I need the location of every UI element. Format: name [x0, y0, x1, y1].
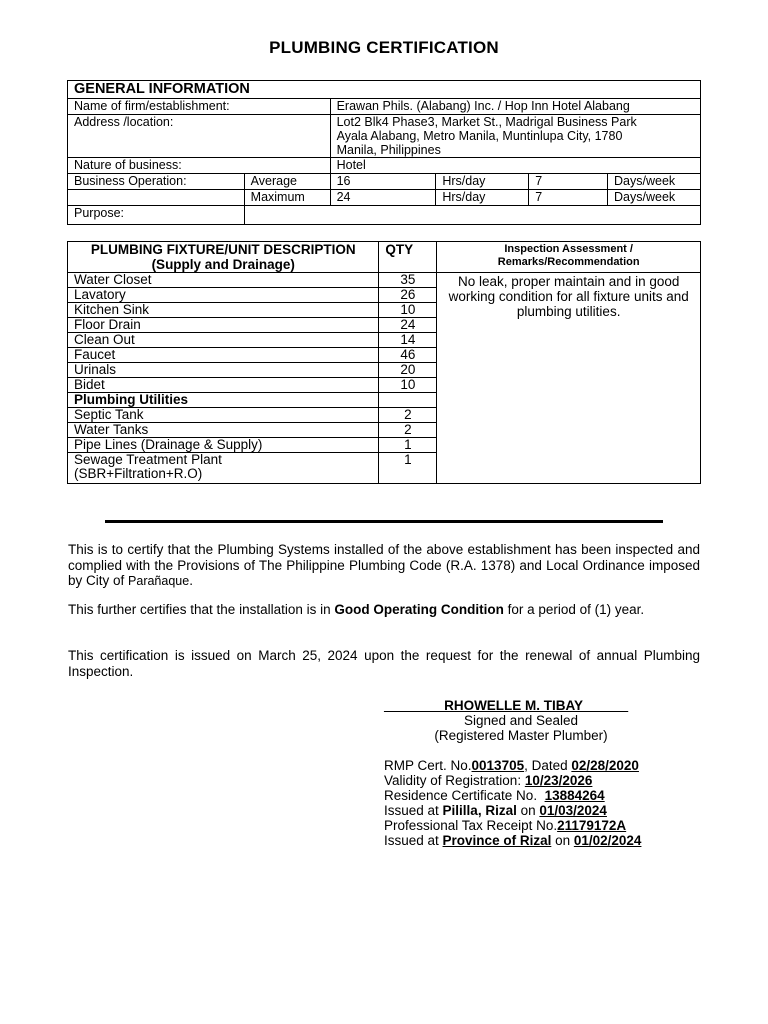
stp-line: Sewage Treatment Plant	[74, 452, 222, 467]
certify-text: This is to certify that the Plumbing Systems installed of the above establishment has been inspected and complied with the Provisions of The Philippine Plumbing Code (R.A. 1378) and Local Ordinance imposed by City of	[68, 542, 700, 588]
signed-sealed-text: Signed and Sealed	[463, 713, 579, 728]
address-label: Address /location:	[68, 115, 331, 158]
firm-label: Name of firm/establishment:	[68, 99, 331, 115]
address-line: Manila, Philippines	[336, 143, 441, 157]
signatory-role-text: (Registered Master Plumber)	[434, 728, 608, 743]
issued-at-label: Issued at	[384, 803, 443, 818]
fixture-qty: 10	[379, 378, 437, 393]
fixture-name: Water Closet	[68, 273, 379, 288]
utility-name: Pipe Lines (Drainage & Supply)	[68, 438, 379, 453]
address-line: Lot2 Blk4 Phase3, Market St., Madrigal Business Park	[336, 115, 637, 129]
signatory-name-text: ________RHOWELLE M. TIBAY______	[384, 698, 629, 713]
issued-at-place: Pililla, Rizal	[442, 803, 517, 818]
operation-label: Business Operation:	[68, 174, 245, 190]
nature-value: Hotel	[330, 158, 700, 174]
operation-hours: 24	[330, 190, 436, 206]
fixture-qty: 14	[379, 333, 437, 348]
credentials-block	[384, 758, 641, 848]
signatory-name	[384, 698, 704, 713]
issued-at2-place: Province of Rizal	[442, 833, 552, 848]
fixture-name: Faucet	[68, 348, 379, 363]
certify-end: .	[189, 573, 193, 588]
operation-label-empty	[68, 190, 245, 206]
fixture-name: Lavatory	[68, 288, 379, 303]
utility-qty: 1	[379, 453, 437, 484]
fixture-qty: 10	[379, 303, 437, 318]
stp-line: (SBR+Filtration+R.O)	[74, 466, 203, 481]
validity-line	[384, 773, 641, 788]
fixture-name: Floor Drain	[68, 318, 379, 333]
issued-line	[384, 803, 641, 818]
residence-label: Residence Certificate No.	[384, 788, 545, 803]
ptr-label: Professional Tax Receipt No.	[384, 818, 558, 833]
operation-days-unit: Days/week	[608, 174, 701, 190]
fixture-qty: 46	[379, 348, 437, 363]
utility-name: Septic Tank	[68, 408, 379, 423]
utility-name: Water Tanks	[68, 423, 379, 438]
operation-hours-unit: Hrs/day	[436, 190, 529, 206]
certify-city: Parañaque	[128, 574, 190, 588]
issued-at-date: 01/03/2024	[539, 803, 607, 818]
remarks-header	[437, 242, 701, 273]
firm-value: Erawan Phils. (Alabang) Inc. / Hop Inn Hotel Alabang	[330, 99, 700, 115]
fixture-qty: 20	[379, 363, 437, 378]
signatory-role	[384, 728, 704, 743]
utility-qty: 2	[379, 408, 437, 423]
on-label: on	[516, 803, 540, 818]
on2-label: on	[551, 833, 574, 848]
operation-kind: Maximum	[244, 190, 330, 206]
issuance-paragraph: This certification is issued on March 25, 2024 upon the request for the renewal of annual Plumbing Inspection.	[68, 648, 700, 679]
address-line: Ayala Alabang, Metro Manila, Muntinlupa City, 1780	[336, 129, 623, 143]
condition-bold: Good Operating Condition	[334, 602, 504, 617]
qty-header: QTY	[379, 242, 437, 273]
fixture-name: Urinals	[68, 363, 379, 378]
operation-days: 7	[529, 190, 608, 206]
fixture-name: Bidet	[68, 378, 379, 393]
condition-text: This further certifies that the installation is in	[68, 602, 335, 617]
utility-qty: 2	[379, 423, 437, 438]
utilities-qty-empty	[379, 393, 437, 408]
rmp-label: RMP Cert. No.	[384, 758, 472, 773]
certify-paragraph	[68, 542, 700, 590]
utility-name-stp	[68, 453, 379, 484]
validity-date: 10/23/2026	[524, 773, 593, 788]
nature-label: Nature of business:	[68, 158, 331, 174]
residence-line	[384, 788, 641, 803]
divider-rule	[105, 520, 663, 523]
rmp-date: 02/28/2020	[571, 758, 639, 773]
general-information-table	[67, 80, 701, 225]
fixture-name: Clean Out	[68, 333, 379, 348]
issued-at2-date: 01/02/2024	[573, 833, 642, 848]
operation-hours-unit: Hrs/day	[436, 174, 529, 190]
fixture-header-line: (Supply and Drainage)	[151, 257, 295, 272]
signed-sealed	[384, 713, 704, 728]
purpose-value	[244, 206, 700, 225]
rmp-no: 0013705	[471, 758, 525, 773]
remarks-header-line: Remarks/Recommendation	[497, 256, 640, 268]
operation-hours: 16	[330, 174, 436, 190]
operation-days-unit: Days/week	[608, 190, 701, 206]
general-info-header: GENERAL INFORMATION	[68, 81, 701, 99]
residence-no: 13884264	[544, 788, 605, 803]
fixture-name: Kitchen Sink	[68, 303, 379, 318]
purpose-label: Purpose:	[68, 206, 245, 225]
issued-line-2	[384, 833, 641, 848]
fixture-qty: 26	[379, 288, 437, 303]
rmp-dated-label: , Dated	[524, 758, 572, 773]
inspection-remarks: No leak, proper maintain and in good working condition for all fixture units and plumbing utilities.	[437, 273, 701, 484]
utilities-header: Plumbing Utilities	[68, 393, 379, 408]
operation-days: 7	[529, 174, 608, 190]
fixture-qty: 24	[379, 318, 437, 333]
ptr-line	[384, 818, 641, 833]
fixture-header-line: PLUMBING FIXTURE/UNIT DESCRIPTION	[90, 242, 356, 257]
address-value	[330, 115, 700, 158]
plumbing-fixture-table	[67, 241, 701, 484]
operation-kind: Average	[244, 174, 330, 190]
fixture-qty: 35	[379, 273, 437, 288]
remarks-header-line: Inspection Assessment /	[504, 243, 633, 255]
condition-paragraph	[68, 602, 700, 618]
validity-label: Validity of Registration:	[384, 773, 525, 788]
page-title: PLUMBING CERTIFICATION	[269, 38, 499, 57]
utility-qty: 1	[379, 438, 437, 453]
issued-at2-label: Issued at	[384, 833, 443, 848]
fixture-description-header	[68, 242, 379, 273]
rmp-line	[384, 758, 641, 773]
condition-end: for a period of (1) year.	[503, 602, 645, 617]
ptr-no: 21179172A	[557, 818, 627, 833]
